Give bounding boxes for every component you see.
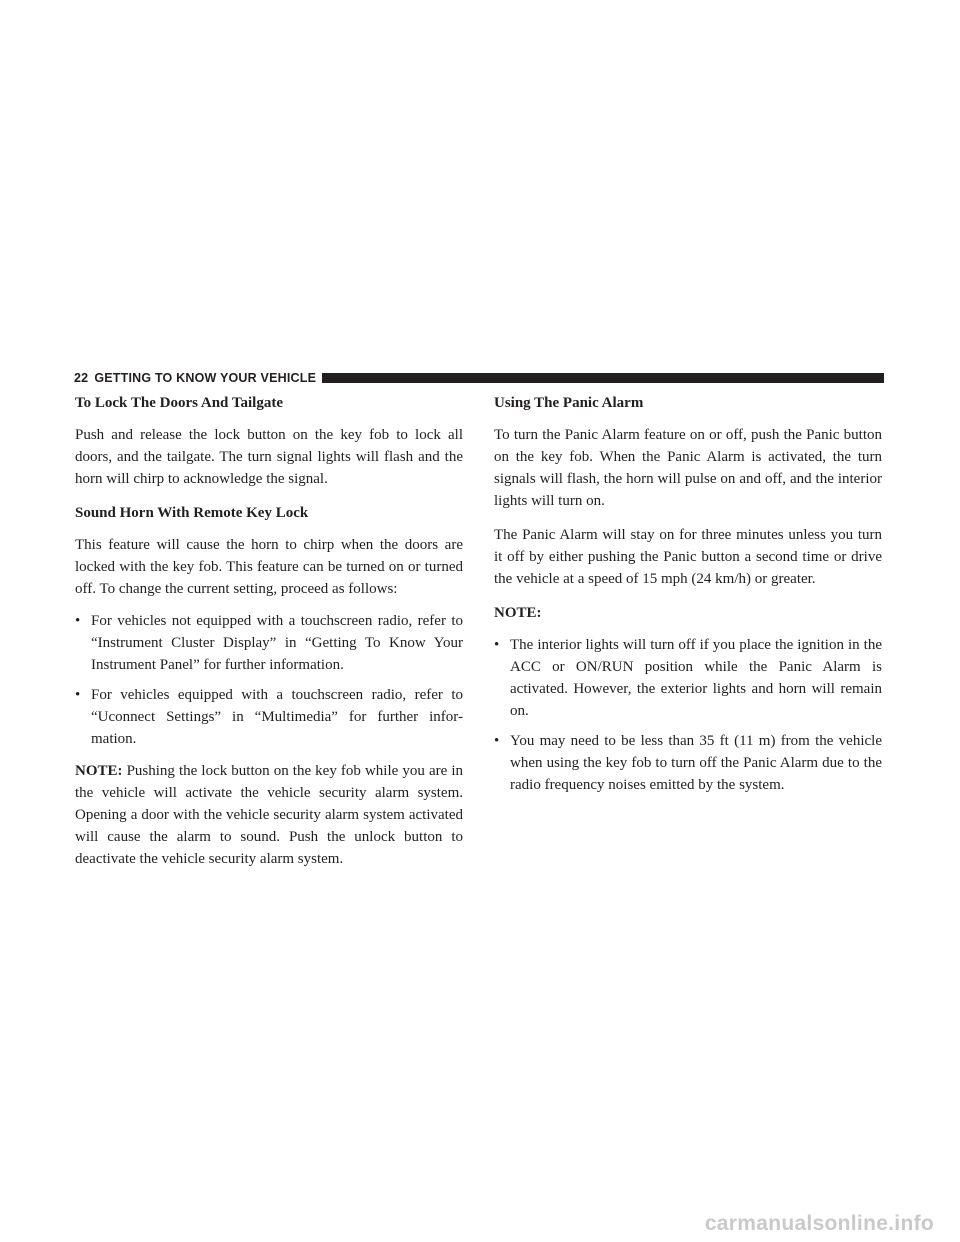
bullet-icon: • <box>494 733 500 749</box>
page-number: 22 <box>74 371 89 385</box>
right-column <box>494 392 882 806</box>
list-item-text: For vehicles equipped with a touchscreen radio, refer to “Uconnect Settings” in “Multimedia” for further infor-mation. <box>91 687 463 747</box>
section-title: GETTING TO KNOW YOUR VEHICLE <box>94 371 317 385</box>
panic-alarm-paragraph-2: The Panic Alarm will stay on for three minutes unless you turn it off by either pushing the Panic button a second time or drive the vehicle at a speed of 15 mph (24 km/h) or greater. <box>494 527 882 587</box>
sound-horn-paragraph: This feature will cause the horn to chirp when the doors are locked with the key fob. This feature can be turned on or turned off. To change the current setting, proceed as follows: <box>75 537 463 597</box>
header-rule <box>322 373 884 383</box>
note-heading: NOTE: <box>494 605 542 621</box>
security-note-paragraph <box>75 760 463 870</box>
page-header <box>74 369 884 387</box>
lock-doors-paragraph: Push and release the lock button on the key fob to lock all doors, and the tailgate. The turn signal lights will flash and the horn will chirp to acknowledge the signal. <box>75 427 463 487</box>
panic-alarm-paragraph-1: To turn the Panic Alarm feature on or off, push the Panic button on the key fob. When the Panic Alarm is activated, the turn signals will flash, the horn will pulse on and off, and the interior lights will turn on. <box>494 427 882 509</box>
watermark-text: carmanualsonline.info <box>704 1212 934 1235</box>
list-item-text: For vehicles not equipped with a touchscreen radio, refer to “Instrument Cluster Display” in “Getting To Know Your Instrument Panel” for further information. <box>91 613 463 673</box>
lock-doors-heading: To Lock The Doors And Tailgate <box>75 395 283 411</box>
list-item-text: You may need to be less than 35 ft (11 m) from the vehicle when using the key fob to turn off the Panic Alarm due to the radio frequency noises emitted by the system. <box>510 733 882 793</box>
sound-horn-bullet-list <box>75 610 463 750</box>
sound-horn-heading: Sound Horn With Remote Key Lock <box>75 505 309 521</box>
list-item <box>75 684 463 750</box>
note-text: Pushing the lock button on the key fob while you are in the vehicle will activate the vehicle security alarm system. Opening a door with the vehicle security alarm system activated will cause the alarm to sound. Push the unlock button to deactivate the vehicle security alarm system. <box>75 763 463 867</box>
list-item <box>494 634 882 722</box>
note-label: NOTE: <box>75 763 123 779</box>
list-item-text: The interior lights will turn off if you place the ignition in the ACC or ON/RUN position while the Panic Alarm is activated. However, the exterior lights and horn will remain on. <box>510 637 882 719</box>
panic-alarm-heading: Using The Panic Alarm <box>494 395 644 411</box>
list-item <box>494 730 882 796</box>
bullet-icon: • <box>75 613 81 629</box>
bullet-icon: • <box>494 637 500 653</box>
left-column <box>75 392 463 880</box>
note-bullet-list <box>494 634 882 796</box>
bullet-icon: • <box>75 687 81 703</box>
list-item <box>75 610 463 676</box>
